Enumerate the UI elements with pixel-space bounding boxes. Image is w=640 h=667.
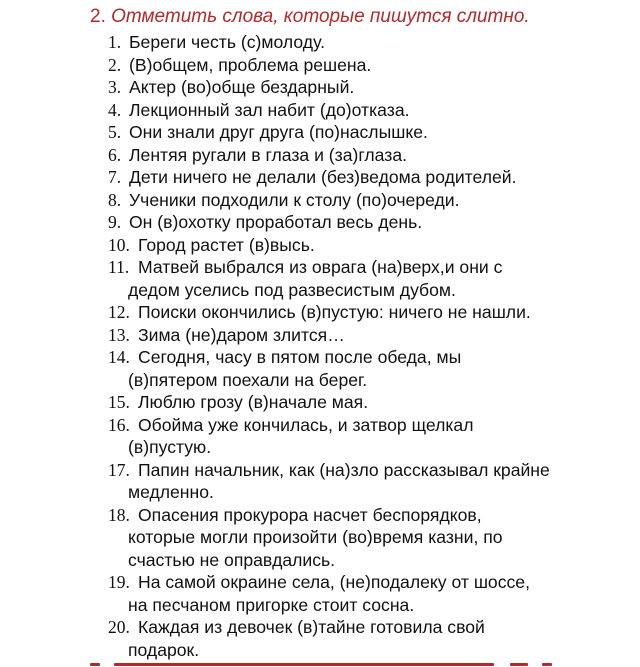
item-number: 13. <box>108 324 130 345</box>
next-exercise-heading-cropped <box>90 659 610 667</box>
list-item <box>108 211 628 234</box>
exercise-number: 2. <box>90 6 106 27</box>
item-text-line: на песчаном пригорке стоит сосна. <box>128 594 415 615</box>
list-item <box>108 301 628 324</box>
item-number: 8. <box>108 189 122 210</box>
item-text-line: подарок. <box>128 639 200 660</box>
item-text-line: Матвей выбрался из оврага (на)верх,и они с <box>138 257 503 277</box>
item-text-line: (в)пустую. <box>128 437 212 457</box>
item-number: 5. <box>108 122 122 142</box>
item-number: 1. <box>108 32 122 52</box>
list-item <box>108 616 628 661</box>
item-text <box>108 54 628 77</box>
item-text <box>108 324 628 347</box>
item-text-line: Актер (во)обще бездарный. <box>129 77 355 97</box>
item-text <box>108 616 628 661</box>
list-item <box>108 324 628 347</box>
item-number: 20. <box>108 617 130 637</box>
list-item <box>108 504 628 572</box>
item-text <box>108 256 628 301</box>
item-text-line: Лекционный зал набит (до)отказа. <box>129 99 410 120</box>
list-item <box>108 391 628 414</box>
list-item <box>108 54 628 77</box>
list-item <box>108 234 628 257</box>
item-number: 15. <box>108 392 130 412</box>
item-text <box>108 391 628 414</box>
exercise-heading <box>90 6 530 28</box>
item-text <box>108 459 628 504</box>
item-text-line: Зима (не)даром злится… <box>138 324 345 345</box>
item-text-line: Ученики подходили к столу (по)очереди. <box>129 189 460 210</box>
item-text <box>108 301 628 324</box>
list-item <box>108 166 628 189</box>
item-text-line: Они знали друг друга (по)наслышке. <box>129 122 428 142</box>
list-item <box>108 76 628 99</box>
item-text-line: Каждая из девочек (в)тайне готовила свой <box>138 617 485 637</box>
list-item <box>108 414 628 459</box>
item-number: 17. <box>108 459 130 480</box>
item-text <box>108 234 628 257</box>
item-number: 14. <box>108 347 130 367</box>
item-text-line: (В)общем, проблема решена. <box>129 54 372 75</box>
item-text <box>108 31 628 54</box>
item-text-line: На самой окраине села, (не)подалеку от шоссе, <box>138 572 530 592</box>
item-text <box>108 166 628 189</box>
item-number: 9. <box>108 212 122 232</box>
item-text <box>108 211 628 234</box>
item-number: 12. <box>108 302 130 322</box>
item-text-line: Опасения прокурора насчет беспорядков, <box>138 504 482 525</box>
exercise-instruction: Отметить слова, которые пишутся слитно. <box>111 6 530 27</box>
item-number: 4. <box>108 99 122 120</box>
list-item <box>108 121 628 144</box>
item-text <box>108 144 628 167</box>
item-text-line: Город растет (в)высь. <box>138 234 315 255</box>
item-text-line: Обойма уже кончилась, и затвор щелкал <box>138 414 474 435</box>
item-text-line: Папин начальник, как (на)зло рассказывал крайне <box>138 459 550 480</box>
list-item <box>108 144 628 167</box>
item-text-line: дедом уселись под развесистым дубом. <box>128 279 456 300</box>
item-text-line: Береги честь (с)молоду. <box>129 32 325 52</box>
item-text <box>108 99 628 122</box>
item-number: 6. <box>108 144 122 165</box>
item-text-line: (в)пятером поехали на берег. <box>128 369 368 390</box>
list-item <box>108 571 628 616</box>
item-text <box>108 346 628 391</box>
item-number: 19. <box>108 572 130 592</box>
item-number: 3. <box>108 77 122 97</box>
item-text-line: Он (в)охотку проработал весь день. <box>129 212 423 232</box>
item-text <box>108 504 628 572</box>
item-text-line: Дети ничего не делали (без)ведома родителей. <box>129 167 517 187</box>
item-text-line: Лентяя ругали в глаза и (за)глаза. <box>129 144 407 165</box>
item-text <box>108 571 628 616</box>
item-text <box>108 76 628 99</box>
list-item <box>108 31 628 54</box>
item-text-line: Люблю грозу (в)начале мая. <box>138 392 369 412</box>
list-item <box>108 99 628 122</box>
item-number: 10. <box>108 234 130 255</box>
item-text-line: медленно. <box>128 482 214 502</box>
item-number: 11. <box>108 257 130 277</box>
item-text-line: которые могли произойти (во)время казни, по <box>128 527 503 547</box>
item-number: 16. <box>108 414 130 435</box>
item-number: 18. <box>108 504 130 525</box>
item-text-line: счастью не оправдались. <box>128 549 336 570</box>
item-text-line: Сегодня, часу в пятом после обеда, мы <box>138 347 462 367</box>
item-text <box>108 121 628 144</box>
list-item <box>108 256 628 301</box>
item-number: 2. <box>108 54 122 75</box>
list-item <box>108 189 628 212</box>
item-text-line: Поиски окончились (в)пустую: ничего не нашли. <box>138 302 531 322</box>
item-number: 7. <box>108 167 122 187</box>
item-text <box>108 189 628 212</box>
list-item <box>108 346 628 391</box>
list-item <box>108 459 628 504</box>
item-text <box>108 414 628 459</box>
